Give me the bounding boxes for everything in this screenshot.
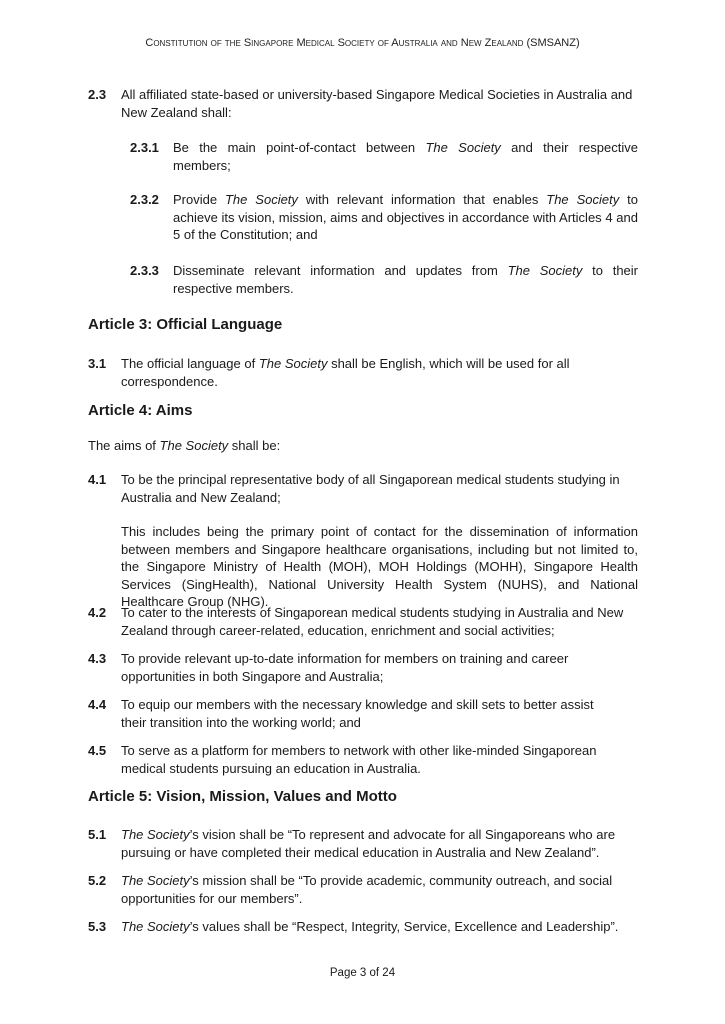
clause-text: To serve as a platform for members to network with other like-minded Singaporean medical students pursuing an education in Australia. [121,743,597,776]
clause-number: 4.4 [88,697,107,712]
clause-5-1 [88,826,638,861]
subclause-text: Disseminate relevant information and updates from The Society to their respective members. [173,263,638,296]
clause-2-3 [88,86,638,121]
clause-4-4 [88,696,608,731]
page-number: Page 3 of 24 [329,967,396,979]
clause-number: 5.1 [88,827,107,842]
subclause-2-3-1 [130,139,638,174]
clause-extra-text: This includes being the primary point of contact for the dissemination of information between members and Singapore healthcare organisations, including but not limited to, the Singapore Ministry of Health (MOH), MOH Holdings (MOHH), Singapore Health Services (SingHealth), National University Health System (NUHS), and National Healthcare Group (NHG). [121,524,638,609]
subclause-2-3-3 [130,262,638,297]
clause-4-2 [88,604,638,639]
clause-number: 4.1 [88,472,107,487]
clause-number: 5.3 [88,919,107,934]
clause-text: To cater to the interests of Singaporean medical students studying in Australia and New Zealand through career-related, education, enrichment and social activities; [121,605,624,638]
subclause-2-3-2 [130,191,638,244]
clause-number: 3.1 [88,356,107,371]
clause-number: 4.3 [88,651,107,666]
clause-5-2 [88,872,638,907]
clause-text: The official language of The Society shall be English, which will be used for all correspondence. [121,356,570,389]
clause-number: 5.2 [88,873,107,888]
article-3-heading: Article 3: Official Language [88,316,283,333]
subclause-text: Provide The Society with relevant information that enables The Society to achieve its vision, mission, aims and objectives in accordance with Articles 4 and 5 of the Constitution; and [173,192,638,242]
clause-number: 2.3 [88,87,107,102]
running-header [0,37,725,49]
clause-text: The Society’s mission shall be “To provide academic, community outreach, and social opportunities for our members”. [121,873,613,906]
clause-text: All affiliated state-based or university-based Singapore Medical Societies in Australia and New Zealand shall: [121,87,633,120]
clause-text: To be the principal representative body of all Singaporean medical students studying in Australia and New Zealand; [121,472,620,505]
subclause-text: Be the main point-of-contact between The Society and their respective members; [173,140,638,173]
clause-text: To provide relevant up-to-date information for members on training and career opportunities in both Singapore and Australia; [121,651,569,684]
clause-5-3 [88,918,648,936]
clause-text: To equip our members with the necessary knowledge and skill sets to better assist their transition into the working world; and [121,697,594,730]
clause-4-5 [88,742,638,777]
clause-text: The Society’s vision shall be “To represent and advocate for all Singaporeans who are pursuing or have completed their medical education in Australia and New Zealand”. [121,827,616,860]
subclause-number: 2.3.2 [130,192,159,207]
article-4-intro: The aims of The Society shall be: [88,438,281,453]
clause-4-1 [88,471,638,611]
article-5-heading: Article 5: Vision, Mission, Values and Motto [88,788,397,805]
running-title: Constitution of the Singapore Medical Society of Australia and New Zealand (SMSANZ) [145,37,580,49]
subclause-number: 2.3.3 [130,263,159,278]
clause-number: 4.2 [88,605,107,620]
subclause-number: 2.3.1 [130,140,159,155]
clause-4-3 [88,650,608,685]
clause-text: The Society’s values shall be “Respect, Integrity, Service, Excellence and Leadership”. [121,919,619,934]
clause-3-1 [88,355,608,390]
article-4-heading: Article 4: Aims [88,402,193,419]
clause-number: 4.5 [88,743,107,758]
